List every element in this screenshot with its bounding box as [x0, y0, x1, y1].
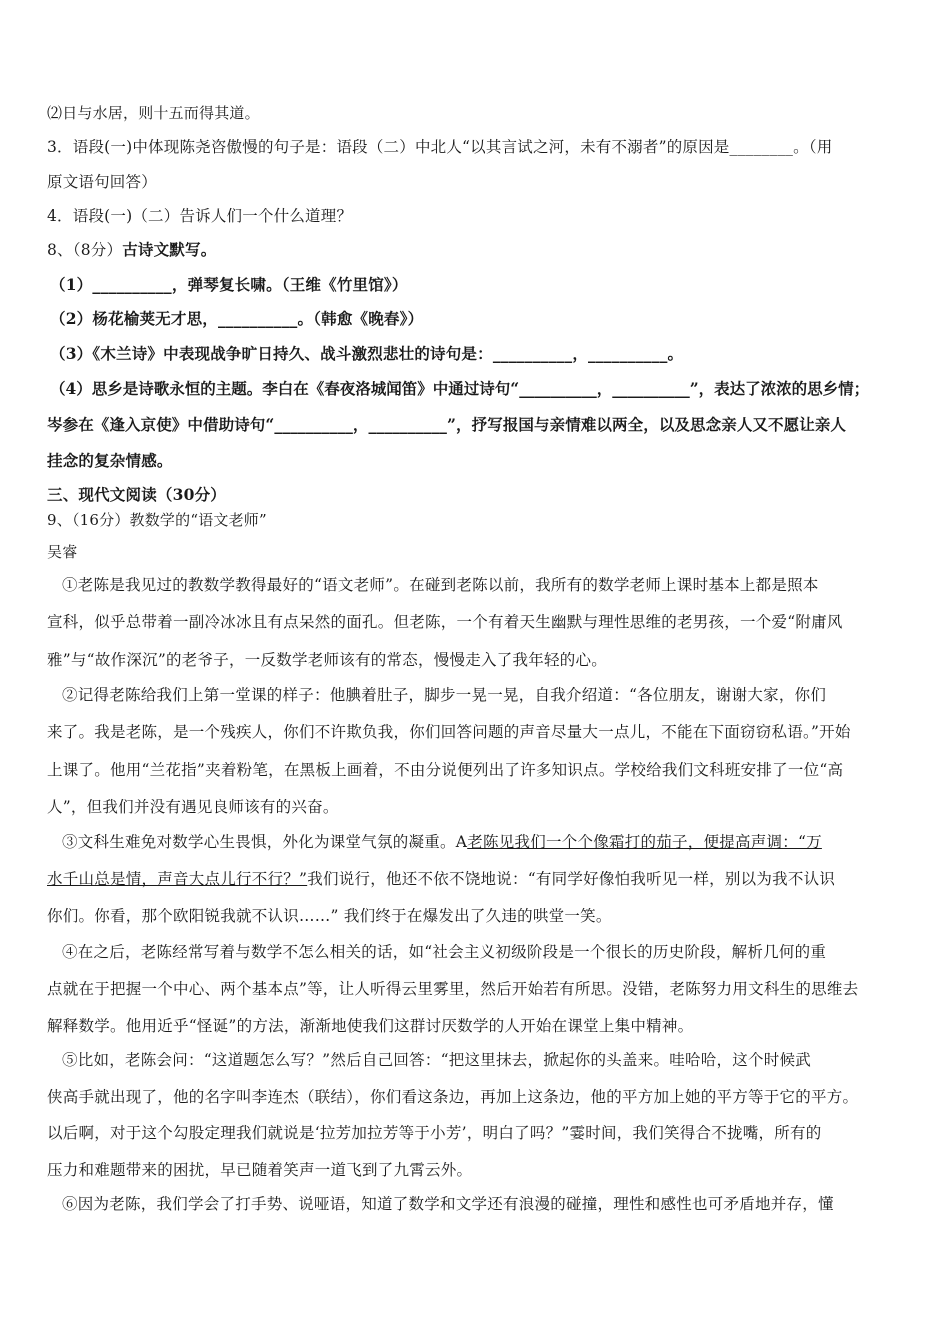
- paragraph-1-line-2: 宣科，似乎总带着一副冷冰冰且有点呆然的面孔。但老陈，一个有着天生幽默与理性思维的老男孩，一个爱“附庸风: [47, 613, 843, 631]
- question-8-item-2: （2）杨花榆荚无才思，__________。（韩愈《晚春》）: [50, 309, 424, 328]
- paragraph-5-line-2: 侠高手就出现了，他的名字叫李连杰（联结），你们看这条边，再加上这条边，他的平方加上她的平方等于它的平方。: [47, 1088, 859, 1106]
- question-8-item-4-line-1: （4）思乡是诗歌永恒的主题。李白在《春夜洛城闻笛》中通过诗句“__________，__________”，表达了浓浓的思乡情；: [50, 379, 870, 398]
- paragraph-2-line-1: ②记得老陈给我们上第一堂课的样子：他腆着肚子，脚步一晃一晃，自我介绍道：“各位朋友，谢谢大家，你们: [62, 686, 827, 704]
- paragraph-3-underlined-sentence-a: 老陈见我们一个个像霜打的茄子，便提高声调：“万: [467, 833, 822, 851]
- paragraph-5-line-4: 压力和难题带来的困扰，早已随着笑声一道飞到了九霄云外。: [47, 1161, 473, 1179]
- paragraph-1-line-3: 雅”与“故作深沉”的老爷子，一反数学老师该有的常态，慢慢走入了我年轻的心。: [47, 651, 608, 669]
- paragraph-4-line-1: ④在之后，老陈经常写着与数学不怎么相关的话，如“社会主义初级阶段是一个很长的历史阶段，解析几何的重: [62, 943, 827, 961]
- paragraph-3-text: ③文科生难免对数学心生畏惧，外化为课堂气氛的凝重。A: [62, 833, 468, 851]
- question-8-title: [47, 240, 216, 260]
- question-9-author: 吴睿: [47, 543, 78, 561]
- paragraph-1-line-1: ①老陈是我见过的教数学教得最好的“语文老师”。在碰到老陈以前，我所有的数学老师上课时基本上都是照本: [62, 576, 819, 594]
- question-8-item-4-line-3: 挂念的复杂情感。: [47, 451, 173, 470]
- paragraph-3-line-1: [62, 832, 822, 852]
- question-3-line-2: 原文语句回答）: [47, 173, 157, 191]
- paragraph-2-line-2: 来了。我是老陈，是一个残疾人，你们不许欺负我，你们回答问题的声音尽量大一点儿，不能在下面窃窃私语。”开始: [47, 723, 851, 741]
- question-8-number: 8、（8分）: [47, 241, 123, 259]
- question-8-item-4-line-2: 岑参在《逢入京使》中借助诗句“__________，__________”，抒写报国与亲情难以两全，以及思念亲人又不愿让亲人: [47, 415, 847, 434]
- question-8-item-3: （3）《木兰诗》中表现战争旷日持久、战斗激烈悲壮的诗句是：__________，__________。: [50, 344, 684, 363]
- question-4: 4．语段(一)（二）告诉人们一个什么道理？: [47, 207, 353, 225]
- paragraph-4-line-3: 解释数学。他用近乎“怪诞”的方法，渐渐地使我们这群讨厌数学的人开始在课堂上集中精神。: [47, 1017, 694, 1035]
- question-sub-2: ⑵日与水居，则十五而得其道。: [47, 104, 260, 122]
- question-8-instruction: 古诗文默写。: [122, 240, 217, 259]
- question-8-item-1: （1）__________，弹琴复长啸。（王维《竹里馆》）: [50, 275, 408, 294]
- section-3-heading: 三、现代文阅读（30分）: [47, 485, 226, 504]
- paragraph-6-line-1: ⑥因为老陈，我们学会了打手势、说哑语，知道了数学和文学还有浪漫的碰撞，理性和感性也可矛盾地并存，懂: [62, 1195, 834, 1213]
- paragraph-3-line-3: 你们。你看，那个欧阳锐我就不认识……” 我们终于在爆发出了久违的哄堂一笑。: [47, 907, 612, 925]
- paragraph-3-line-2: [47, 869, 835, 889]
- question-3-line-1: 3．语段(一)中体现陈尧咨傲慢的句子是：语段（二）中北人“以其言试之河，未有不溺者”的原因是________。（用: [47, 138, 833, 156]
- paragraph-5-line-3: 以后啊，对于这个勾股定理我们就说是‘拉芳加拉芳等于小芳’，明白了吗？”霎时间，我们笑得合不拢嘴，所有的: [47, 1124, 822, 1142]
- paragraph-5-line-1: ⑤比如，老陈会问：“这道题怎么写？”然后自己回答：“把这里抹去，掀起你的头盖来。哇哈哈，这个时候武: [62, 1051, 812, 1069]
- paragraph-2-line-4: 人”，但我们并没有遇见良师该有的兴奋。: [47, 798, 339, 816]
- paragraph-2-line-3: 上课了。他用“兰花指”夹着粉笔，在黑板上画着，不由分说便列出了许多知识点。学校给我们文科班安排了一位“高: [47, 761, 844, 779]
- paragraph-3-underlined-sentence-b: 水千山总是情，声音大点儿行不行？”: [47, 870, 308, 888]
- paragraph-4-line-2: 点就在于把握一个中心、两个基本点”等，让人听得云里雾里，然后开始若有所思。没错，老陈努力用文科生的思维去: [47, 980, 859, 998]
- paragraph-3-text-continued: 我们说行，他还不依不饶地说：“有同学好像怕我听见一样，别以为我不认识: [307, 870, 836, 888]
- question-9-title: 9、（16分）教数学的“语文老师”: [47, 511, 267, 529]
